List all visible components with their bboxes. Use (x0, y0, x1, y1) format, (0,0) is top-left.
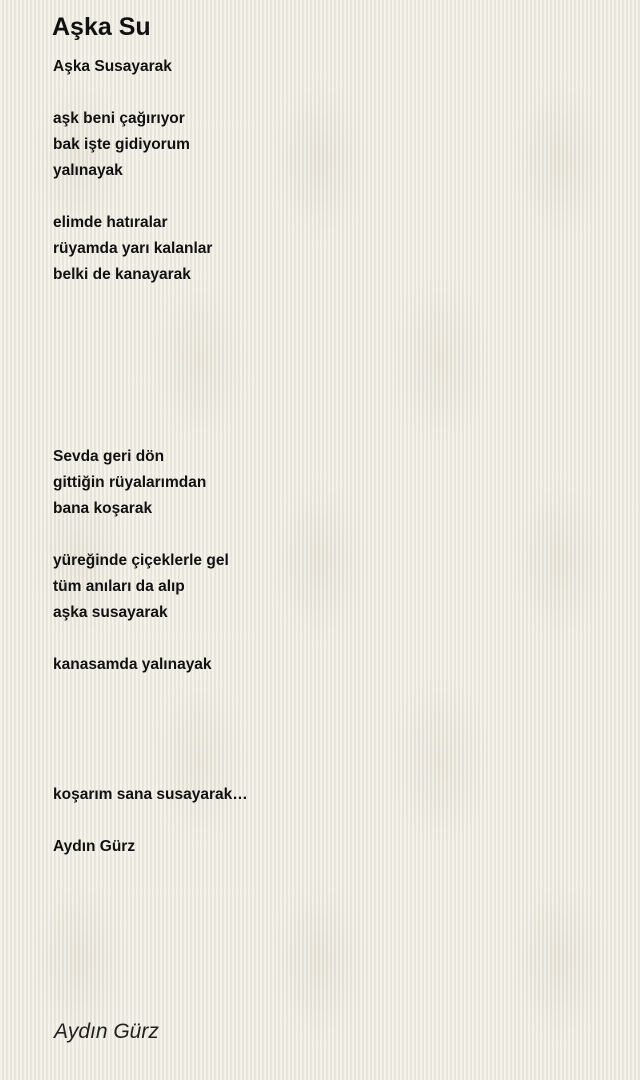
poem-line (53, 678, 613, 704)
poem-line (53, 314, 613, 340)
poem-line: Aşka Susayarak (53, 58, 172, 75)
poem-line: belki de kanayarak (53, 266, 191, 283)
poem-line (53, 522, 613, 548)
poem-line (53, 808, 613, 834)
poem-line (53, 184, 613, 210)
poem-line: aşk beni çağırıyor (53, 110, 185, 127)
poem-line: yüreğinde çiçeklerle gel (53, 552, 229, 569)
poem-line: elimde hatıralar (53, 214, 168, 231)
poem-line (53, 340, 613, 366)
poem-author-line: Aydın Gürz (53, 838, 136, 855)
poem-line (53, 756, 613, 782)
poem-line (53, 626, 613, 652)
poem-line: Sevda geri dön (53, 448, 165, 465)
poem-title: Aşka Su (52, 13, 151, 41)
poem-line (53, 80, 613, 106)
poem-body (53, 54, 613, 860)
poem-line: tüm anıları da alıp (53, 578, 185, 595)
author-signature: Aydın Gürz (54, 1020, 159, 1043)
poem-line (53, 288, 613, 314)
poem-line: koşarım sana susayarak… (53, 786, 248, 803)
poem-line (53, 704, 613, 730)
poem-line (53, 418, 613, 444)
poem-line: bana koşarak (53, 500, 153, 517)
poem-line: yalınayak (53, 162, 123, 179)
poem-line (53, 730, 613, 756)
poem-line (53, 392, 613, 418)
poem-line: gittiğin rüyalarımdan (53, 474, 207, 491)
poem-line: rüyamda yarı kalanlar (53, 240, 213, 257)
poem-line: aşka susayarak (53, 604, 168, 621)
poem-line (53, 366, 613, 392)
poem-line: kanasamda yalınayak (53, 656, 212, 673)
poem-line: bak işte gidiyorum (53, 136, 190, 153)
